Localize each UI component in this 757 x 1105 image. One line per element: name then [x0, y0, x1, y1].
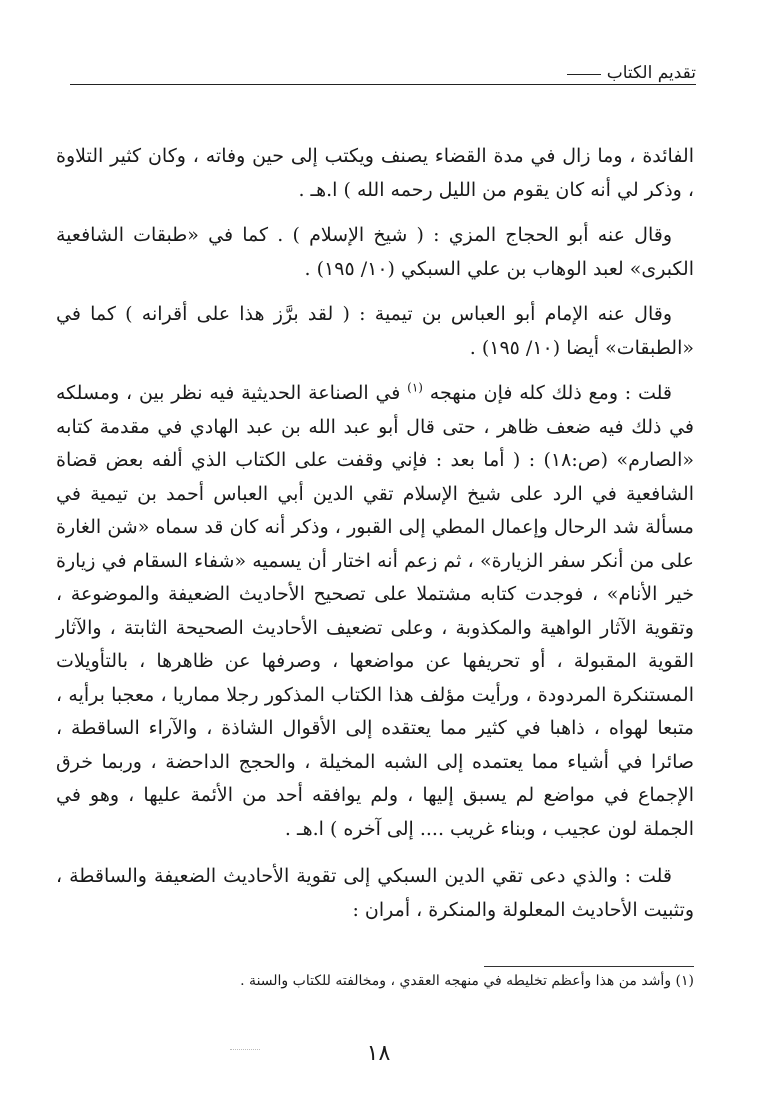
paragraph-1: الفائدة ، وما زال في مدة القضاء يصنف ويكتب إلى حين وفاته ، وكان كثير التلاوة ، وذكر لي أنه كان يقوم من الليل رحمه الله ) ا.هـ .: [56, 145, 694, 201]
paragraph-4: [56, 377, 694, 846]
header-title: تقديم الكتاب: [601, 62, 696, 84]
paragraph-5: قلت : والذي دعى تقي الدين السبكي إلى تقوية الأحاديث الضعيفة والساقطة ، وتثبيت الأحاديث المعلولة والمنكرة ، أمران :: [56, 865, 694, 921]
main-text: [56, 140, 694, 939]
header-rule: [70, 84, 696, 85]
footnote-rule: [484, 966, 694, 967]
paragraph-3: وقال عنه الإمام أبو العباس بن تيمية : ( لقد برَّز هذا على أقرانه ) كما في «الطبقات» أيضا (١٠/ ١٩٥) .: [56, 303, 694, 359]
paragraph-4-rest: في الصناعة الحديثية فيه نظر بين ، ومسلكه في ذلك فيه ضعف ظاهر ، حتى قال أبو عبد الله بن عبد الهادي في مقدمة كتابه «الصارم» (ص:١٨) : ( أما بعد : فإني وقفت على الكتاب الذي ألفه بعض قضاة الشافعية في الرد على شيخ الإسلام تقي الدين أبي العباس أحمد بن تيمية في مسألة شد الرحال وإعمال المطي إلى القبور ، وذكر أنه كان قد سماه «شن الغارة على من أنكر سفر الزيارة» ، ثم زعم أنه اختار أن يسميه «شفاء السقام في زيارة خير الأنام» ، فوجدت كتابه مشتملا على تصحيح الأحاديث الضعيفة والموضوعة ، وتقوية الآثار الواهية والمكذوبة ، وعلى تضعيف الأحاديث الصحيحة الثابتة ، والآثار القوية المقبولة ، أو تحريفها عن مواضعها ، وصرفها عن ظاهرها ، بالتأويلات المستنكرة المردودة ، ورأيت مؤلف هذا الكتاب المذكور رجلا مماريا ، معجبا برأيه ، متبعا لهواه ، ذاهبا في كثير مما يعتقده إلى الأقوال الشاذة ، والآراء الساقطة ، صائرا في أشياء مما يعتمده إلى الشبه المخيلة ، والحجج الداحضة ، وربما خرق الإجماع في مواضع لم يسبق إليها ، ولم يوافقه أحد من الأئمة عليها ، وهو في الجملة لون عجيب ، وبناء غريب .... إلى آخره ) ا.هـ .: [56, 382, 694, 840]
header-dash: [567, 74, 601, 75]
paragraph-4-start: قلت : ومع ذلك كله فإن منهجه: [422, 382, 672, 404]
footnote: (١) وأشد من هذا وأعظم تخليطه في منهجه العقدي ، ومخالفته للكتاب والسنة .: [240, 973, 694, 989]
running-header: [70, 62, 696, 86]
paragraph-2: وقال عنه أبو الحجاج المزي : ( شيخ الإسلام ) . كما في «طبقات الشافعية الكبرى» لعبد الوهاب بن علي السبكي (١٠/ ١٩٥) .: [56, 224, 694, 280]
footnote-reference[interactable]: (١): [407, 380, 423, 395]
page-number: ١٨: [366, 1041, 391, 1066]
